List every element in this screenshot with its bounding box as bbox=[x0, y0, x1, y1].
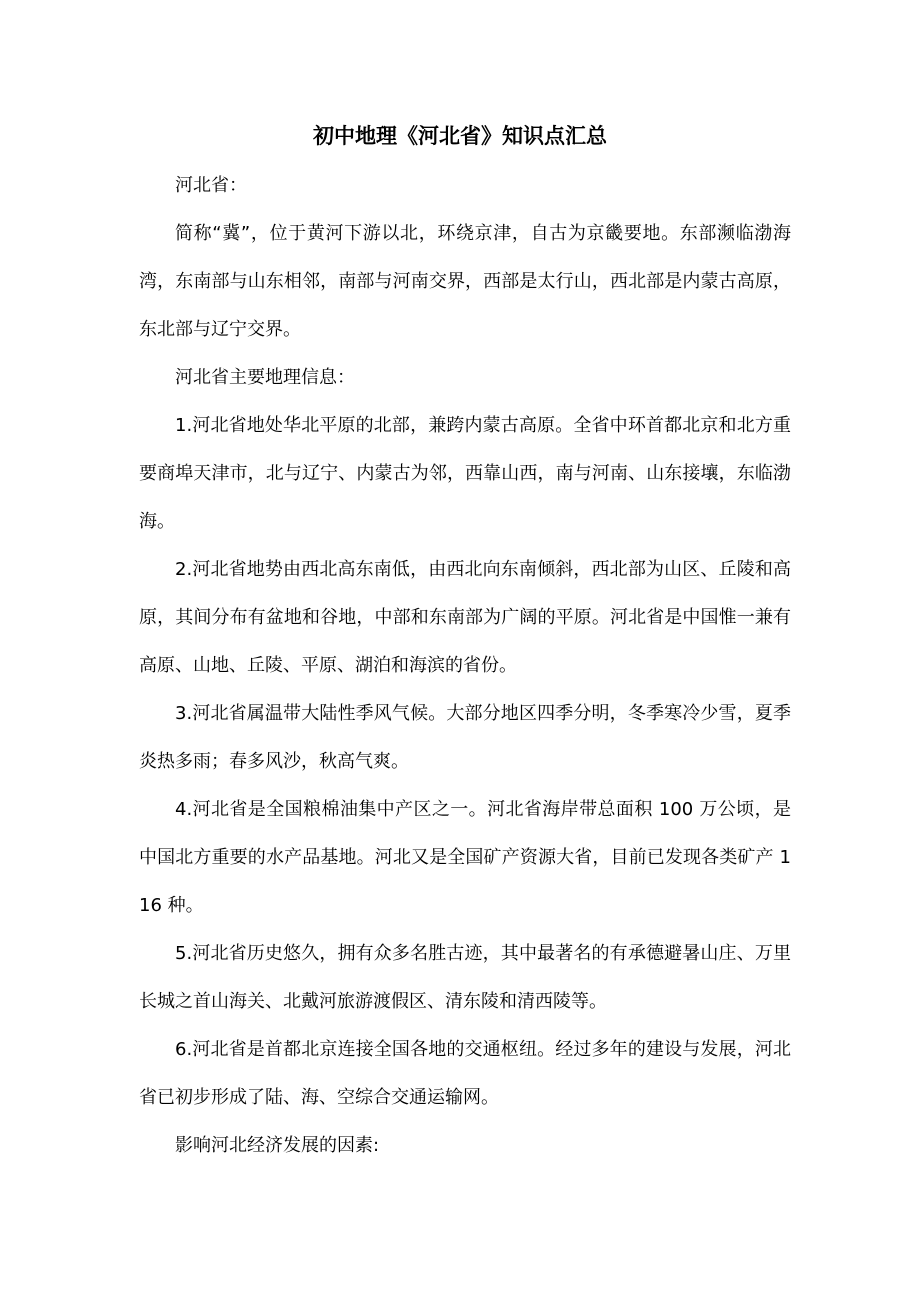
intro-paragraph: 简称“冀”，位于黄河下游以北，环绕京津，自古为京畿要地。东部濒临渤海湾，东南部与山东相邻，南部与河南交界，西部是太行山，西北部是内蒙古高原，东北部与辽宁交界。 bbox=[139, 223, 791, 340]
geo-info-item-1: 1.河北省地处华北平原的北部，兼跨内蒙古高原。全省中环首都北京和北方重要商埠天津市，北与辽宁、内蒙古为邻，西靠山西，南与河南、山东接壤，东临渤海。 bbox=[139, 415, 791, 532]
geo-info-item-4: 4.河北省是全国粮棉油集中产区之一。河北省海岸带总面积 100 万公顷，是中国北方重要的水产品基地。河北又是全国矿产资源大省，目前已发现各类矿产 116 种。 bbox=[139, 799, 791, 916]
geo-info-heading: 河北省主要地理信息： bbox=[175, 367, 355, 388]
geo-info-item-5: 5.河北省历史悠久，拥有众多名胜古迹，其中最著名的有承德避暑山庄、万里长城之首山海关、北戴河旅游渡假区、清东陵和清西陵等。 bbox=[139, 943, 791, 1012]
geo-info-item-6: 6.河北省是首都北京连接全国各地的交通枢纽。经过多年的建设与发展，河北省已初步形成了陆、海、空综合交通运输网。 bbox=[139, 1039, 791, 1108]
economy-factors-heading: 影响河北经济发展的因素: bbox=[175, 1135, 380, 1156]
geo-info-item-2: 2.河北省地势由西北高东南低，由西北向东南倾斜，西北部为山区、丘陵和高原，其间分布有盆地和谷地，中部和东南部为广阔的平原。河北省是中国惟一兼有高原、山地、丘陵、平原、湖泊和海滨的省份。 bbox=[139, 559, 791, 676]
intro-label: 河北省： bbox=[175, 175, 247, 196]
document-title: 初中地理《河北省》知识点汇总 bbox=[313, 124, 607, 148]
geo-info-item-3: 3.河北省属温带大陆性季风气候。大部分地区四季分明，冬季寒冷少雪，夏季炎热多雨；春多风沙，秋高气爽。 bbox=[139, 703, 791, 772]
